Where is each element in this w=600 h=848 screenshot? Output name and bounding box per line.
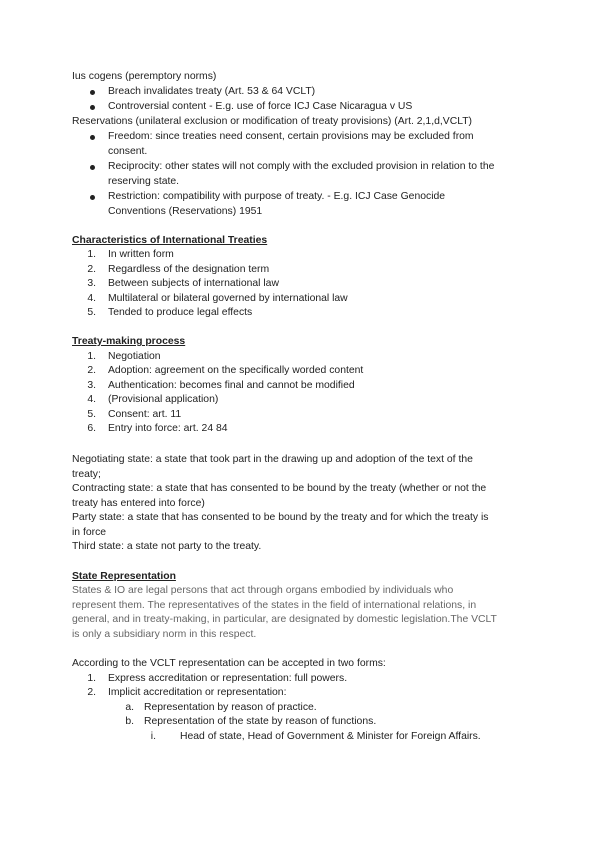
list-item: Representation of the state by reason of functions.: [144, 716, 377, 727]
bullet-dot: [90, 90, 95, 95]
intro-line: According to the VCLT representation can be accepted in two forms:: [72, 658, 386, 669]
reservations-title: Reservations (unilateral exclusion or modification of treaty provisions) (Art. 2,1,d,VCLT): [72, 116, 473, 127]
list-item: Freedom: since treaties need consent, certain provisions may be excluded from: [108, 131, 474, 142]
definition-line: treaty has entered into force): [72, 498, 205, 509]
list-number: 5.: [87, 409, 96, 420]
list-number: 1.: [87, 249, 96, 260]
list-number: 2.: [87, 264, 96, 275]
list-number: 2.: [87, 365, 96, 376]
list-item: Express accreditation or representation: full powers.: [108, 673, 348, 684]
bullet-dot: [90, 195, 95, 200]
list-item: Entry into force: art. 24 84: [108, 423, 228, 434]
list-item: Negotiation: [108, 351, 161, 362]
bullet-dot: [90, 165, 95, 170]
list-item: Adoption: agreement on the specifically worded content: [108, 365, 364, 376]
paragraph-line: is only a subsidiary norm in this respect.: [72, 629, 257, 640]
list-item-continuation: consent.: [108, 146, 148, 157]
list-item: Controversial content - E.g. use of force ICJ Case Nicaragua v US: [108, 101, 413, 112]
list-item: Reciprocity: other states will not comply with the excluded provision in relation to the: [108, 161, 495, 172]
paragraph-line: general, and in treaty-making, in particular, are designated by domestic legislation.The VCLT: [72, 614, 497, 625]
section-heading: Treaty-making process: [72, 336, 186, 347]
list-number: 3.: [87, 278, 96, 289]
definition-line: in force: [72, 527, 107, 538]
list-item: Multilateral or bilateral governed by international law: [108, 293, 348, 304]
list-letter: b.: [125, 716, 134, 727]
list-item: (Provisional application): [108, 394, 219, 405]
definition-line: treaty;: [72, 469, 101, 480]
list-number: 3.: [87, 380, 96, 391]
definition-line: Negotiating state: a state that took part in the drawing up and adoption of the text of the: [72, 454, 473, 465]
list-item: In written form: [108, 249, 174, 260]
list-item: Consent: art. 11: [108, 409, 182, 420]
list-number: 2.: [87, 687, 96, 698]
paragraph-line: represent them. The representatives of the states in the field of international relations, in: [72, 600, 477, 611]
list-item: Tended to produce legal effects: [108, 307, 253, 318]
ius-cogens-title: Ius cogens (peremptory norms): [72, 71, 217, 82]
definition-line: Party state: a state that has consented to be bound by the treaty and for which the treaty is: [72, 512, 489, 523]
list-number: 6.: [87, 423, 96, 434]
list-item: Between subjects of international law: [108, 278, 279, 289]
list-number: 1.: [87, 351, 96, 362]
list-item: Breach invalidates treaty (Art. 53 & 64 VCLT): [108, 86, 316, 97]
list-roman: i.: [150, 731, 156, 742]
list-number: 4.: [87, 394, 96, 405]
definition-line: Contracting state: a state that has consented to be bound by the treaty (whether or not the: [72, 483, 487, 494]
list-item: Representation by reason of practice.: [144, 702, 317, 713]
list-number: 5.: [87, 307, 96, 318]
list-item: Implicit accreditation or representation:: [108, 687, 287, 698]
list-number: 4.: [87, 293, 96, 304]
bullet-dot: [90, 135, 95, 140]
list-item: Head of state, Head of Government & Minister for Foreign Affairs.: [180, 731, 481, 742]
list-item: Regardless of the designation term: [108, 264, 270, 275]
section-heading: Characteristics of International Treaties: [72, 235, 268, 246]
definition-line: Third state: a state not party to the treaty.: [72, 541, 262, 552]
list-item-continuation: Conventions (Reservations) 1951: [108, 206, 263, 217]
list-item: Restriction: compatibility with purpose of treaty. - E.g. ICJ Case Genocide: [108, 191, 446, 202]
list-number: 1.: [87, 673, 96, 684]
list-item-continuation: reserving state.: [108, 176, 180, 187]
bullet-dot: [90, 105, 95, 110]
paragraph-line: States & IO are legal persons that act through organs embodied by individuals who: [72, 585, 454, 596]
list-item: Authentication: becomes final and cannot be modified: [108, 380, 355, 391]
section-heading: State Representation: [72, 571, 176, 582]
list-letter: a.: [125, 702, 134, 713]
